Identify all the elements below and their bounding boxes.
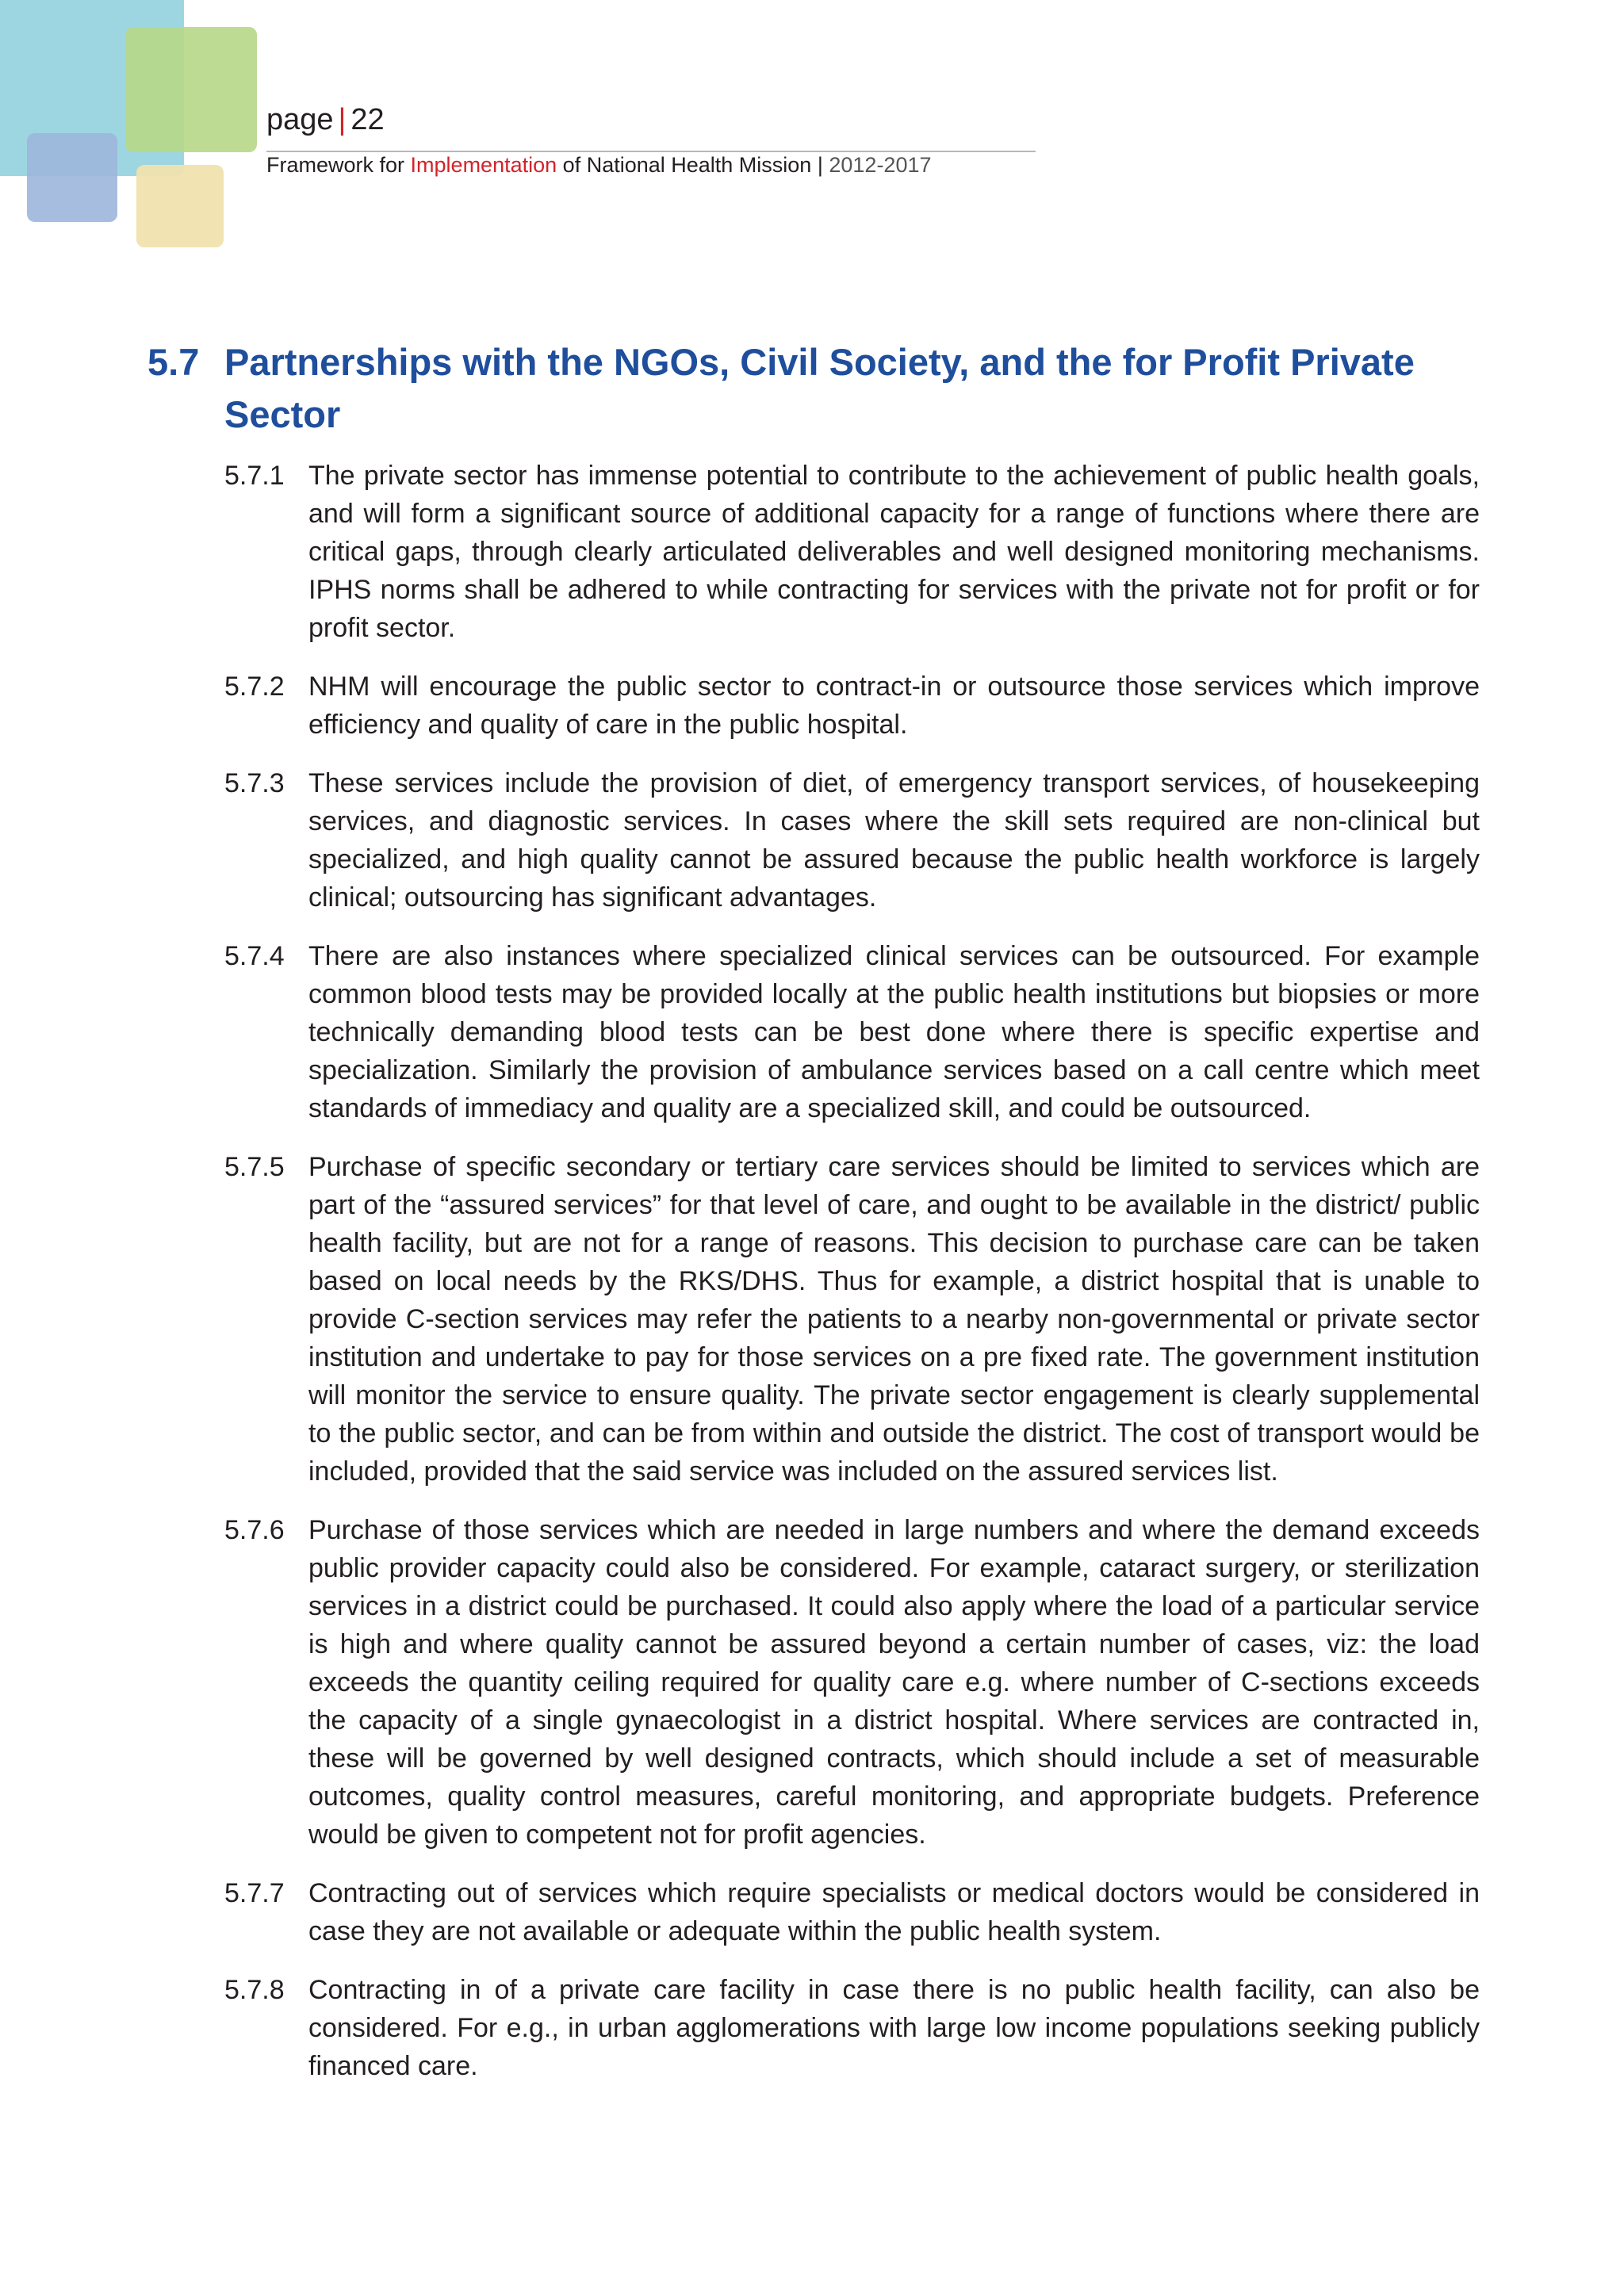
running-title-prefix: Framework for [266,153,405,177]
paragraph-number: 5.7.7 [224,1878,285,1908]
section-body [224,457,1480,2106]
page-number [266,101,385,138]
paragraph-text: Contracting out of services which require specialists or medical doctors would be considered in case they are not available or adequate within the public health system. [308,1878,1480,1946]
paragraph-5-7-7 [224,1874,1480,1950]
paragraph-text: NHM will encourage the public sector to contract-in or outsource those services which improve efficiency and quality of care in the public hospital. [308,672,1480,740]
paragraph-number: 5.7.2 [224,672,285,702]
paragraph-5-7-1 [224,457,1480,647]
running-title-separator: | [817,153,823,177]
paragraph-text: Purchase of specific secondary or tertiary care services should be limited to services which are part of the “assured services” for that level of care, and ought to be available in the district/ public health facility, but are not for a range of reasons. This decision to purchase care can be taken based on local needs by the RKS/DHS. Thus for example, a district hospital that is unable to provide C-section services may refer the patients to a nearby non-governmental or private sector institution and undertake to pay for those services on a pre fixed rate. The government institution will monitor the service to ensure quality. The private sector engagement is clearly supplemental to the public sector, and can be from within and outside the district. The cost of transport would be included, provided that the said service was included on the assured services list. [308,1152,1480,1487]
page-label: page [266,103,334,136]
page-separator: | [338,103,347,136]
running-title-highlight: Implementation [410,153,557,177]
paragraph-5-7-4 [224,937,1480,1127]
section-number: 5.7 [147,341,200,383]
paragraph-number: 5.7.3 [224,768,285,798]
decorative-square-blue [27,133,117,222]
paragraph-5-7-6 [224,1511,1480,1854]
page-number-value: 22 [350,103,385,136]
paragraph-number: 5.7.1 [224,461,285,491]
section-heading [147,336,1488,441]
paragraph-text: Contracting in of a private care facility in case there is no public health facility, can also be considered. For e.g., in urban agglomerations with large low income populations seeking publicly financed care. [308,1975,1480,2081]
paragraph-5-7-2 [224,668,1480,744]
paragraph-text: The private sector has immense potential to contribute to the achievement of public health goals, and will form a significant source of additional capacity for a range of functions where there are critical gaps, through clearly articulated deliverables and well designed monitoring mechanisms. IPHS norms shall be adhered to while contracting for services with the private not for profit or for profit sector. [308,461,1480,643]
paragraph-5-7-5 [224,1148,1480,1490]
decorative-square-yellow [136,165,224,247]
paragraph-5-7-8 [224,1971,1480,2085]
running-title-years: 2012-2017 [829,153,932,177]
paragraph-text: There are also instances where specialized clinical services can be outsourced. For example common blood tests may be provided locally at the public health institutions but biopsies or more technically demanding blood tests can be best done where there is specific expertise and specialization. Similarly the provision of ambulance services based on a call centre which meet standards of immediacy and quality are a specialized skill, and could be outsourced. [308,941,1480,1123]
paragraph-number: 5.7.6 [224,1515,285,1545]
paragraph-text: Purchase of those services which are needed in large numbers and where the demand exceeds public provider capacity could also be considered. For example, cataract surgery, or sterilization services in a district could be purchased. It could also apply where the load of a particular service is high and where quality cannot be assured beyond a certain number of cases, viz: the load exceeds the quantity ceiling required for quality care e.g. where number of C-sections exceeds the capacity of a single gynaecologist in a district hospital. Where services are contracted in, these will be governed by well designed contracts, which should include a set of measurable outcomes, quality control measures, careful monitoring, and appropriate budgets. Preference would be given to competent not for profit agencies. [308,1515,1480,1850]
decorative-square-green [125,27,257,152]
paragraph-number: 5.7.8 [224,1975,285,2005]
running-title-suffix: of National Health Mission [562,153,812,177]
paragraph-number: 5.7.4 [224,941,285,971]
paragraph-number: 5.7.5 [224,1152,285,1182]
paragraph-5-7-3 [224,764,1480,916]
paragraph-text: These services include the provision of diet, of emergency transport services, of housekeeping services, and diagnostic services. In cases where the skill sets required are non-clinical but specialized, and high quality cannot be assured because the public health workforce is largely clinical; outsourcing has significant advantages. [308,768,1480,913]
section-title: Partnerships with the NGOs, Civil Society, and the for Profit Private Sector [224,341,1415,435]
running-title [266,151,932,179]
